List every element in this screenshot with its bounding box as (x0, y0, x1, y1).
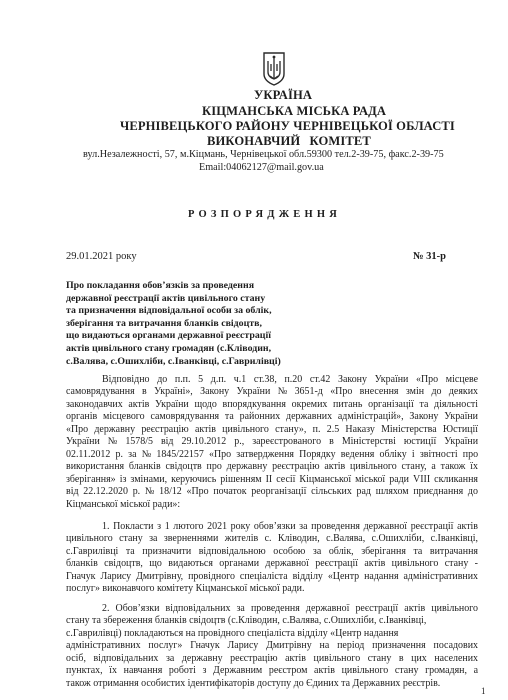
item-2-paragraph (66, 603, 478, 690)
paragraph-line: зберігання» із змінами, керуючись рішенням II сесії Кіцманської міської ради VIII скликання (66, 473, 478, 485)
title-line: зберігання та витрачання бланків свідоцтв, (66, 317, 262, 329)
paragraph-line: органів місцевого самоврядування та районних державних адміністрацій», Закону України (66, 411, 478, 423)
address-line: вул.Незалежності, 57, м.Кіцмань, Чернівецької обл.59300 тел.2-39-75, факс.2-39-75 (83, 149, 444, 160)
title-line: та призначення відповідальної особи за облік, (66, 305, 272, 317)
paragraph-line: с.Гаврилівці та призначити відповідальною особою за облік, зберігання та витрачання (66, 545, 478, 557)
title-line: державної реєстрації актів цивільного стану (66, 292, 266, 304)
paragraph-line: осіб, відповідальних за державну реєстрацію актів цивільного стану в цих населених (66, 652, 478, 664)
paragraph-line: України № 1578/5 від 29.10.2012 р., зареєстрованого в Міністерстві юстиції України (66, 436, 479, 448)
title-line: Про покладання обов’язків за проведення (66, 280, 255, 291)
paragraph-line: послуг» виконавчого комітету Кіцманської міської ради. (66, 583, 305, 595)
paragraph-line: використання бланків свідоцтв про державну реєстрацію актів цивільного стану, а також їх (66, 461, 478, 473)
title-line: що видаються органами державної реєстрації (66, 330, 271, 342)
country-name: УКРАЇНА (254, 88, 313, 102)
paragraph-line: 02.11.2012 р. за № 1845/22157 «Про затвердження Порядку ведення обліку і звітності про (66, 448, 479, 460)
paragraph-line: адміністративних послуг» Гначук Ларису Дмитрівну на період призначення посадових (66, 640, 479, 652)
paragraph-line: Кіцманської міської ради»: (66, 498, 181, 510)
coat-of-arms-icon (263, 52, 285, 86)
title-line: с.Валява, с.Ошихліби, с.Іванківці, с.Гаврилівці) (66, 355, 281, 367)
paragraph-line: від 22.12.2020 р. № 18/12 «Про початок реорганізації сільських рад шляхом приєднання до (66, 486, 478, 498)
title-line: актів цивільного стану громадян (с.Кліводин, (66, 342, 272, 354)
page-number: 1 (481, 686, 486, 696)
paragraph-line: с.Гаврилівці) покладаються на провідного спеціаліста відділу «Центр надання (66, 627, 399, 639)
council-name: КІЦМАНСЬКА МІСЬКА РАДА (202, 104, 387, 118)
paragraph-line: самоврядування в Україні», Закону України № 3651-д «Про внесення змін до деяких (66, 386, 479, 398)
paragraph-line: Відповідно до п.п. 5 д.п. ч.1 ст.38, п.20 ст.42 Закону України «Про місцеве (102, 374, 479, 385)
item-1-paragraph (66, 521, 478, 596)
paragraph-line: також отримання особистих ідентифікаторів доступу до Єдиних та Державних реєстрів. (66, 677, 441, 689)
document-number: № 31-р (413, 251, 447, 262)
paragraph-line: 2. Обов’язки відповідальних за проведення державної реєстрації актів цивільного (102, 603, 478, 614)
paragraph-line: цивільного стану за зверненнями жителів с. Кліводин, с.Валява, с.Ошихліби, с.Іванківці, (66, 533, 478, 545)
document-date: 29.01.2021 року (66, 251, 137, 262)
region-name: ЧЕРНІВЕЦЬКОГО РАЙОНУ ЧЕРНІВЕЦЬКОЇ ОБЛАСТІ (120, 119, 455, 133)
paragraph-line: 1. Покласти з 1 лютого 2021 року обов’язки за проведення державної реєстрації актів (102, 521, 478, 532)
paragraph-line: бланків свідоцтв, що видаються органами державної реєстрації актів цивільного стану - (66, 558, 478, 570)
paragraph-line: законодавчих актів України щодо впорядкування окремих питань організації та діяльності (66, 398, 478, 410)
email-line: Email:04062127@mail.gov.ua (199, 162, 324, 173)
document-title (66, 280, 281, 368)
preamble-paragraph (66, 374, 478, 511)
paragraph-line: пунктах, їх навчання роботі з Державним реєстром актів цивільного стану громадян, а (66, 665, 479, 677)
paragraph-line: «Про державну реєстрацію актів цивільного стану», п. 2.5 Наказу Міністерства Юстиції (66, 423, 479, 435)
paragraph-line: Гначук Ларису Дмитрівну, провідного спеціаліста відділу «Центр надання адміністративних (66, 570, 479, 582)
document-type: РОЗПОРЯДЖЕННЯ (188, 209, 341, 220)
paragraph-line: стану та збереження бланків свідоцтв (с.Кліводин, с.Валява, с.Ошихліби, с.Іванківці, (66, 615, 427, 627)
committee-name: ВИКОНАВЧИЙ КОМІТЕТ (207, 134, 371, 148)
